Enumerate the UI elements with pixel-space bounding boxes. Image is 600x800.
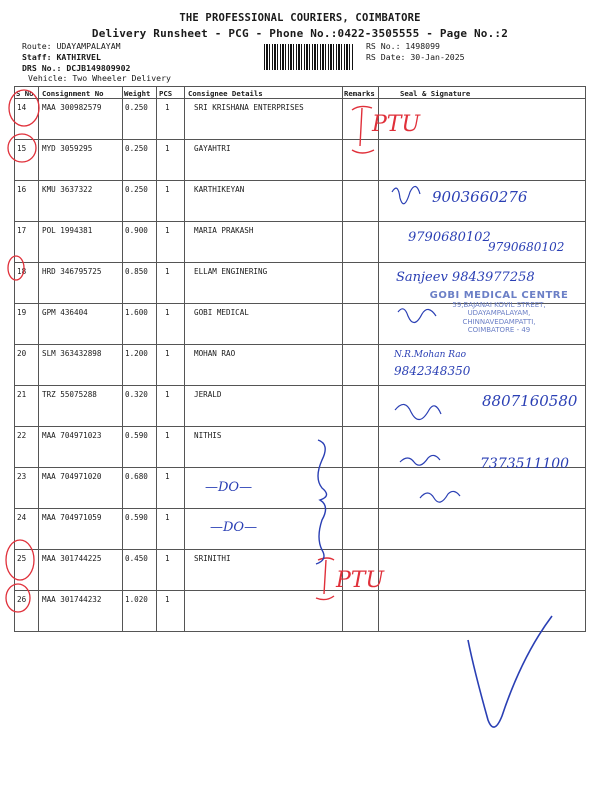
row-pcs: 1: [165, 185, 170, 194]
row-consignment: MAA 704971023: [42, 431, 102, 440]
row-sno: 15: [17, 144, 27, 153]
row-weight: 0.590: [125, 431, 148, 440]
red-circle-18: [8, 256, 27, 280]
stamp-line-2: 59,BAJANAI KOVIL STREET,: [452, 300, 546, 309]
stamp-line-4: CHINNAVEDAMPATTI,: [462, 317, 536, 326]
row-consignee: KARTHIKEYAN: [194, 185, 245, 194]
gobi-medical-stamp: [424, 292, 574, 335]
row-consignee: GAYAHTRI: [194, 144, 231, 153]
row-weight: 0.250: [125, 103, 148, 112]
header-pcs: PCS: [159, 89, 173, 98]
route-label: Route: UDAYAMPALAYAM: [22, 41, 121, 51]
row-consignee: SRI KRISHANA ENTERPRISES: [194, 103, 304, 112]
company-name: THE PROFESSIONAL COURIERS, COIMBATORE: [179, 12, 421, 24]
row-consignment: MAA 301744225: [42, 554, 102, 563]
ditto-brace: [316, 440, 327, 564]
row-pcs: 1: [165, 226, 170, 235]
row-consignee: GOBI MEDICAL: [194, 308, 249, 317]
row-pcs: 1: [165, 595, 170, 604]
row-pcs: 1: [165, 349, 170, 358]
handwriting-row16: 9003660276: [432, 188, 528, 206]
row-sno: 25: [17, 554, 27, 563]
row-sno: 21: [17, 390, 27, 399]
row-weight: 0.320: [125, 390, 148, 399]
header-consignee: Consignee Details: [188, 89, 263, 98]
handwriting-row22: 7373511100: [480, 456, 570, 472]
signature-row16: [392, 186, 420, 203]
row-pcs: 1: [165, 267, 170, 276]
ditto-mark-23: —DO—: [205, 480, 253, 495]
row-consignment: MAA 704971020: [42, 472, 102, 481]
header-weight: Weight: [124, 89, 151, 98]
row-consignment: MAA 301744232: [42, 595, 102, 604]
row-consignment: KMU 3637322: [42, 185, 93, 194]
row-weight: 0.850: [125, 267, 148, 276]
red-circle-26: [6, 584, 30, 612]
row-consignee: JERALD: [194, 390, 222, 399]
row-pcs: 1: [165, 308, 170, 317]
row-consignment: HRD 346795725: [42, 267, 102, 276]
row-weight: 0.450: [125, 554, 148, 563]
row-consignee: MOHAN RAO: [194, 349, 236, 358]
row-consignee: MARIA PRAKASH: [194, 226, 254, 235]
row-consignment: SLM 363432898: [42, 349, 102, 358]
row-sno: 19: [17, 308, 27, 317]
row-consignee: ELLAM ENGINERING: [194, 267, 268, 276]
row-pcs: 1: [165, 554, 170, 563]
row-sno: 22: [17, 431, 27, 440]
ptu-mark-top: PTU: [372, 112, 421, 137]
rs-date: RS Date: 30-Jan-2025: [366, 52, 465, 62]
handwriting-row17-b: 9790680102: [488, 240, 565, 254]
rs-number: RS No.: 1498099: [366, 41, 440, 51]
row-pcs: 1: [165, 103, 170, 112]
row-weight: 0.900: [125, 226, 148, 235]
row-consignee: NITHIS: [194, 431, 222, 440]
row-pcs: 1: [165, 472, 170, 481]
vehicle-label: Vehicle: Two Wheeler Delivery: [28, 73, 171, 83]
row-weight: 1.600: [125, 308, 148, 317]
row-sno: 16: [17, 185, 27, 194]
checkmark: [468, 616, 552, 727]
row-consignment: GPM 436404: [42, 308, 88, 317]
row-weight: 0.680: [125, 472, 148, 481]
header-remarks: Remarks: [344, 89, 375, 98]
stamp-line-3: UDAYAMPALAYAM,: [467, 309, 531, 317]
row-pcs: 1: [165, 431, 170, 440]
runsheet-title: Delivery Runsheet - PCG - Phone No.:0422-3505555 - Page No.:2: [91, 27, 509, 40]
staff-label: Staff: KATHIRVEL: [22, 52, 101, 62]
red-bracket-top: [352, 106, 374, 153]
row-sno: 23: [17, 472, 27, 481]
row-pcs: 1: [165, 144, 170, 153]
stamp-line-1: GOBI MEDICAL CENTRE: [429, 290, 569, 301]
row-weight: 0.590: [125, 513, 148, 522]
header-sno: S No: [16, 89, 34, 98]
row-sno: 17: [17, 226, 27, 235]
ditto-mark-24: —DO—: [210, 520, 258, 535]
handwriting-row20-phone: 9842348350: [394, 364, 471, 378]
row-consignee: SRINITHI: [194, 554, 231, 563]
row-pcs: 1: [165, 390, 170, 399]
row-sno: 26: [17, 595, 27, 604]
row-sno: 24: [17, 513, 27, 522]
handwriting-row20-name: N.R.Mohan Rao: [394, 350, 467, 360]
row-consignment: TRZ 55075288: [42, 390, 97, 399]
header-consignment: Consignment No: [42, 89, 104, 98]
handwriting-row17-a: 9790680102: [408, 230, 491, 245]
signature-row23: [420, 491, 460, 502]
row-consignment: MAA 300982579: [42, 103, 102, 112]
red-bracket-bottom: [316, 558, 334, 600]
handwriting-row21: 8807160580: [482, 392, 578, 410]
header-seal-signature: Seal & Signature: [400, 89, 471, 98]
row-weight: 0.250: [125, 185, 148, 194]
ptu-mark-bottom: PTU: [336, 568, 385, 593]
handwriting-row18: Sanjeev 9843977258: [396, 270, 535, 285]
row-consignment: MYD 3059295: [42, 144, 93, 153]
row-sno: 14: [17, 103, 27, 112]
signature-row22: [400, 455, 440, 465]
row-weight: 1.200: [125, 349, 148, 358]
row-weight: 1.020: [125, 595, 148, 604]
row-weight: 0.250: [125, 144, 148, 153]
row-pcs: 1: [165, 513, 170, 522]
red-circle-15: [8, 134, 36, 162]
stamp-line-5: COIMBATORE - 49: [467, 326, 531, 334]
signature-row21: [395, 404, 441, 419]
red-circle-25: [6, 540, 34, 580]
red-circle-14: [9, 90, 39, 126]
row-sno: 20: [17, 349, 27, 358]
row-consignment: POL 1994381: [42, 226, 93, 235]
row-consignment: MAA 704971059: [42, 513, 102, 522]
drs-number: DRS No.: DCJB149809902: [22, 63, 131, 73]
row-sno: 18: [17, 267, 27, 276]
